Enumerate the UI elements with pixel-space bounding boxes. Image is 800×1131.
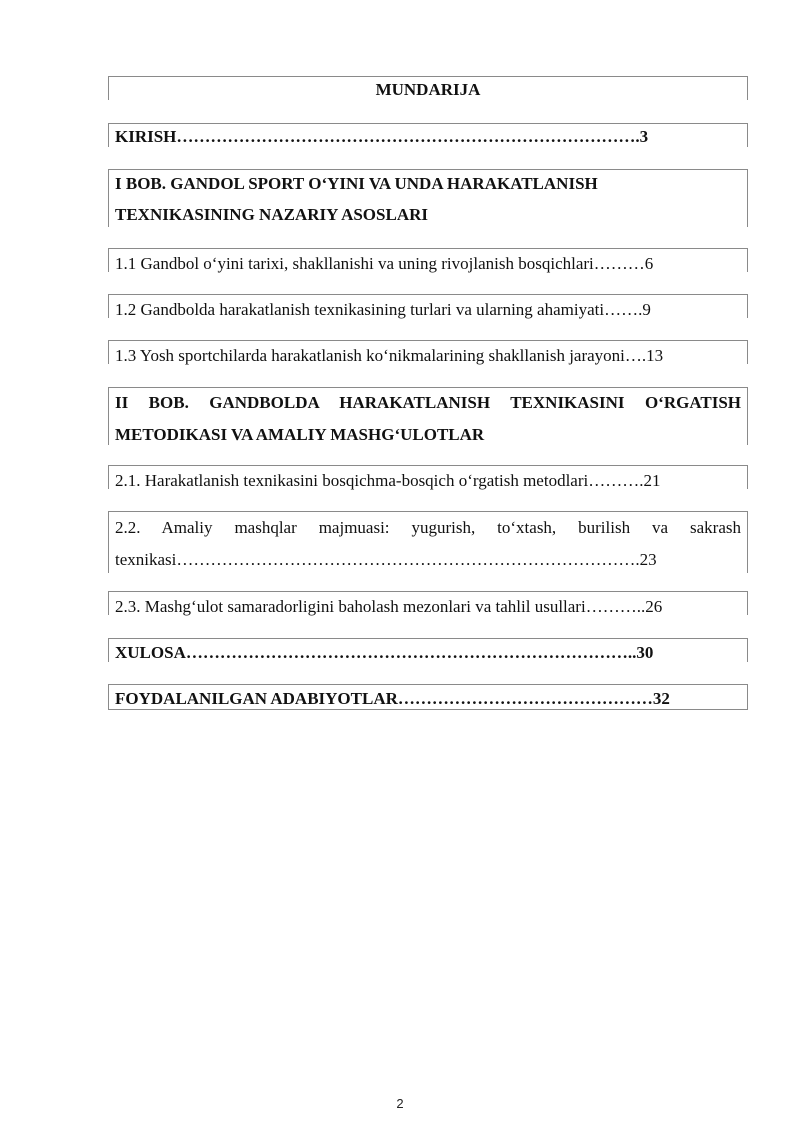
toc-entry-section-1-3: [108, 340, 748, 364]
toc-conclusion-text: XULOSA……………………………………………………………………..30: [115, 643, 654, 662]
toc-entry-chapter-1: [108, 169, 748, 227]
toc-chapter-1-line-2: TEXNIKASINING NAZARIY ASOSLARI: [115, 205, 428, 224]
page-number: 2: [396, 1096, 404, 1111]
toc-entry-section-2-3: [108, 591, 748, 615]
toc-entry-conclusion: [108, 638, 748, 662]
toc-title-row: [108, 76, 748, 100]
toc-entry-chapter-2: [108, 387, 748, 445]
toc-section-1-3-text: 1.3 Yosh sportchilarda harakatlanish ko‘nikmalarining shakllanish jarayoni….13: [115, 346, 664, 365]
toc-chapter-2-line-2: METODIKASI VA AMALIY MASHG‘ULOTLAR: [115, 425, 485, 444]
toc-chapter-1-line-1: I BOB. GANDOL SPORT O‘YINI VA UNDA HARAKATLANISH: [115, 174, 598, 193]
toc-entry-section-2-2: [108, 511, 748, 573]
toc-entry-intro-text: KIRISH……………………………………………………………………….3: [115, 127, 649, 146]
toc-references-text: FOYDALANILGAN ADABIYOTLAR………………………………………32: [115, 689, 670, 708]
toc-entry-section-1-2: [108, 294, 748, 318]
toc-section-2-2-line-1: 2.2. Amaliy mashqlar majmuasi: yugurish, to‘xtash, burilish va sakrash: [115, 518, 741, 537]
toc-entry-references: [108, 684, 748, 710]
toc-title: MUNDARIJA: [375, 80, 481, 99]
toc-section-1-2-text: 1.2 Gandbolda harakatlanish texnikasining turlari va ularning ahamiyati…….9: [115, 300, 651, 319]
toc-entry-intro: [108, 123, 748, 147]
toc-section-2-2-line-2: texnikasi……………………………………………………………………….23: [115, 550, 657, 569]
toc-section-2-1-text: 2.1. Harakatlanish texnikasini bosqichma-bosqich o‘rgatish metodlari……….21: [115, 471, 661, 490]
toc-entry-section-2-1: [108, 465, 748, 489]
toc-section-2-3-text: 2.3. Mashg‘ulot samaradorligini baholash mezonlari va tahlil usullari………..26: [115, 597, 663, 616]
toc-chapter-2-line-1: II BOB. GANDBOLDA HARAKATLANISH TEXNIKASINI O‘RGATISH: [115, 393, 741, 412]
toc-entry-section-1-1: [108, 248, 748, 272]
toc-section-1-1-text: 1.1 Gandbol o‘yini tarixi, shakllanishi va uning rivojlanish bosqichlari………6: [115, 254, 654, 273]
